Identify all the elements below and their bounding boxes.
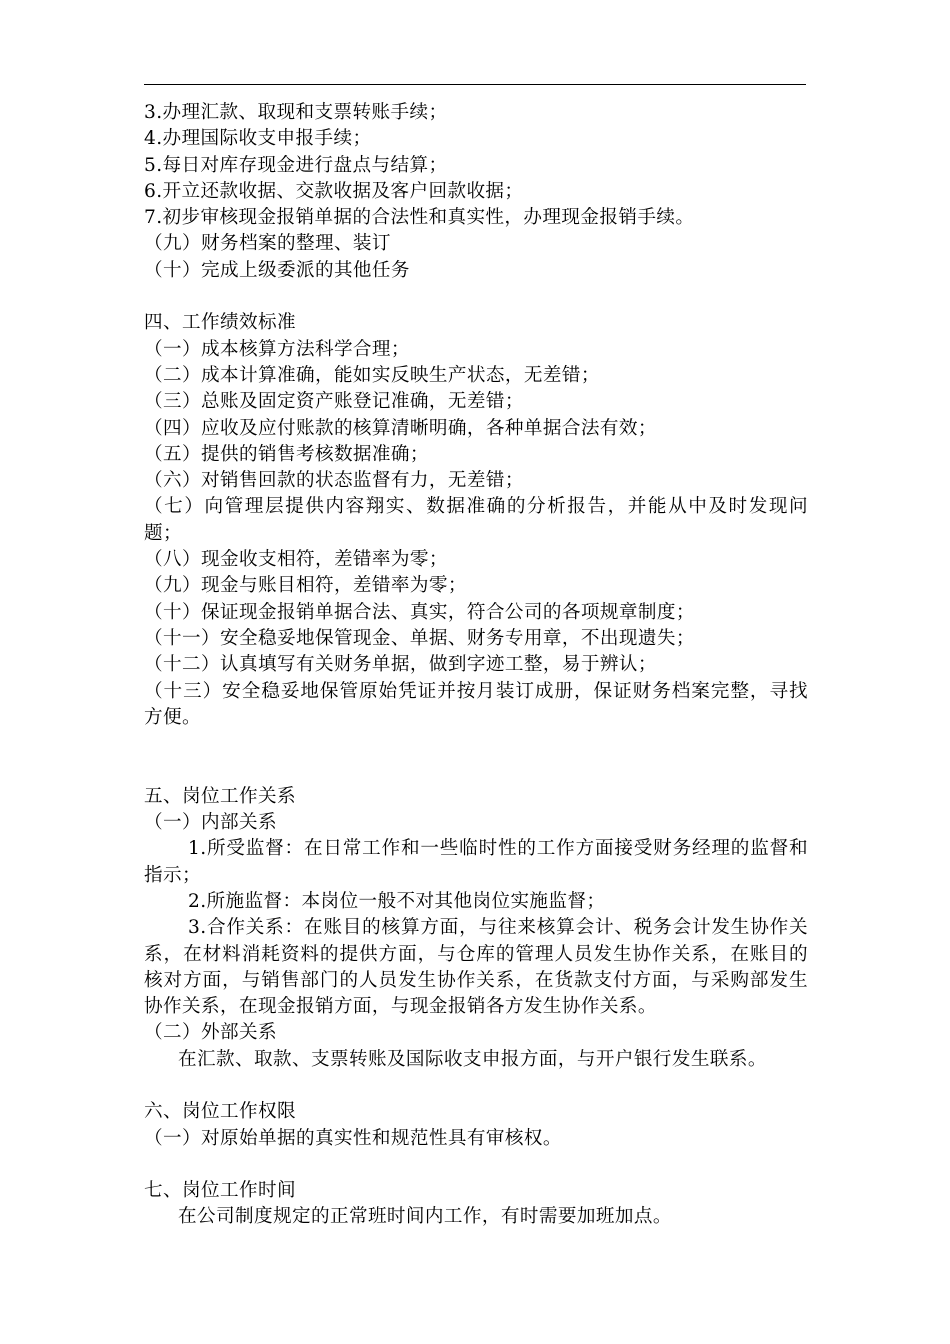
document-body	[144, 100, 808, 1231]
list-item: 2.所施监督：本岗位一般不对其他岗位实施监督；	[188, 890, 606, 912]
list-item: （一）对原始单据的真实性和规范性具有审核权。	[144, 1127, 562, 1149]
list-item: （十）完成上级委派的其他任务	[144, 259, 410, 281]
header-rule	[144, 84, 806, 85]
list-item: 3.合作关系：在账目的核算方面，与往来核算会计、税务会计发生协作关系，在材料消耗资料的提供方面，与仓库的管理人员发生协作关系，在账目的核对方面，与销售部门的人员发生协作关系，在货款支付方面，与采购部发生协作关系，在现金报销方面，与现金报销各方发生协作关系。	[144, 917, 808, 1018]
list-item: （十一）安全稳妥地保管现金、单据、财务专用章，不出现遗失；	[144, 627, 695, 649]
list-item: 3.办理汇款、取现和支票转账手续；	[144, 102, 448, 123]
list-item: 5.每日对库存现金进行盘点与结算；	[144, 154, 448, 176]
list-item: （五）提供的销售考核数据准确；	[144, 443, 429, 465]
section-heading: 六、岗位工作权限	[144, 1101, 296, 1123]
list-item: （十三）安全稳妥地保管原始凭证并按月装订成册，保证财务档案完整，寻找方便。	[144, 680, 808, 728]
list-item: （二）成本计算准确，能如实反映生产状态，无差错；	[144, 364, 600, 386]
paragraph: 在公司制度规定的正常班时间内工作，有时需要加班加点。	[178, 1206, 672, 1228]
list-item: 6.开立还款收据、交款收据及客户回款收据；	[144, 180, 524, 202]
list-item: （七）向管理层提供内容翔实、数据准确的分析报告，并能从中及时发现问题；	[144, 496, 808, 544]
list-item: （六）对销售回款的状态监督有力，无差错；	[144, 470, 524, 492]
list-item: 4.办理国际收支申报手续；	[144, 128, 372, 150]
list-item: （十）保证现金报销单据合法、真实，符合公司的各项规章制度；	[144, 601, 695, 623]
paragraph: 在汇款、取款、支票转账及国际收支申报方面，与开户银行发生联系。	[178, 1048, 767, 1070]
list-item: （九）现金与账目相符，差错率为零；	[144, 575, 467, 597]
list-item: （四）应收及应付账款的核算清晰明确，各种单据合法有效；	[144, 417, 657, 439]
list-item: （三）总账及固定资产账登记准确，无差错；	[144, 391, 524, 413]
list-item: （十二）认真填写有关财务单据，做到字迹工整，易于辨认；	[144, 654, 657, 676]
list-item: 1.所受监督：在日常工作和一些临时性的工作方面接受财务经理的监督和指示；	[144, 838, 808, 886]
section-heading: 四、工作绩效标准	[144, 312, 296, 334]
subsection-heading: （一）内部关系	[144, 812, 277, 834]
section-heading: 七、岗位工作时间	[144, 1180, 296, 1202]
list-item: 7.初步审核现金报销单据的合法性和真实性，办理现金报销手续。	[144, 207, 695, 229]
section-heading: 五、岗位工作关系	[144, 785, 296, 807]
list-item: （九）财务档案的整理、装订	[144, 233, 391, 255]
list-item: （八）现金收支相符，差错率为零；	[144, 549, 448, 571]
subsection-heading: （二）外部关系	[144, 1022, 277, 1044]
list-item: （一）成本核算方法科学合理；	[144, 338, 410, 360]
